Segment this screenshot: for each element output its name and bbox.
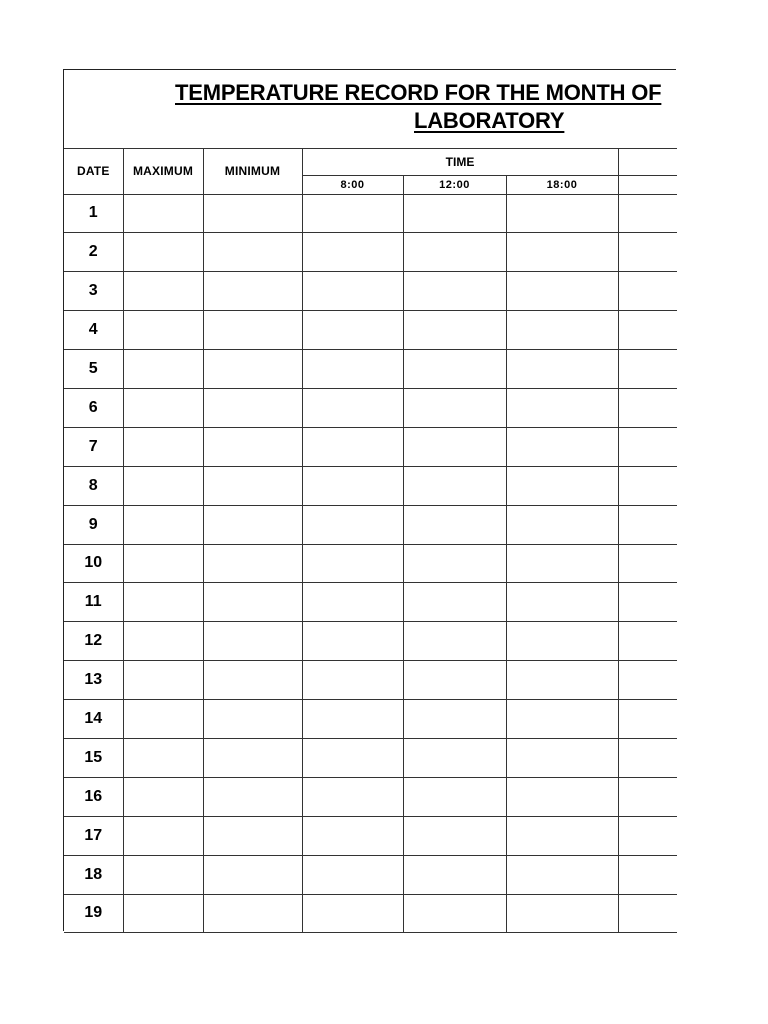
time-8-cell[interactable]	[302, 311, 403, 350]
table-row	[64, 350, 677, 389]
minimum-cell[interactable]	[203, 894, 302, 933]
time-slot-header: 12:00	[403, 175, 506, 194]
maximum-cell[interactable]	[123, 816, 203, 855]
minimum-cell[interactable]	[203, 427, 302, 466]
day-number: 14	[64, 700, 123, 739]
maximum-cell[interactable]	[123, 350, 203, 389]
time-slot-header: 18:00	[506, 175, 618, 194]
time-12-cell[interactable]	[403, 583, 506, 622]
maximum-cell[interactable]	[123, 427, 203, 466]
table-row	[64, 388, 677, 427]
day-number: 11	[64, 583, 123, 622]
time-12-cell[interactable]	[403, 738, 506, 777]
maximum-cell[interactable]	[123, 622, 203, 661]
time-12-cell[interactable]	[403, 894, 506, 933]
time-18-cell[interactable]	[506, 388, 618, 427]
day-number: 7	[64, 427, 123, 466]
minimum-cell[interactable]	[203, 311, 302, 350]
day-number: 17	[64, 816, 123, 855]
minimum-cell[interactable]	[203, 622, 302, 661]
time-18-cell[interactable]	[506, 272, 618, 311]
table-row	[64, 777, 677, 816]
time-8-cell[interactable]	[302, 544, 403, 583]
extra-cell[interactable]	[618, 311, 677, 350]
minimum-cell[interactable]	[203, 544, 302, 583]
time-12-cell[interactable]	[403, 466, 506, 505]
minimum-cell[interactable]	[203, 777, 302, 816]
time-12-cell[interactable]	[403, 661, 506, 700]
table-row	[64, 816, 677, 855]
day-number: 13	[64, 661, 123, 700]
time-18-cell[interactable]	[506, 816, 618, 855]
time-8-cell[interactable]	[302, 272, 403, 311]
maximum-cell[interactable]	[123, 505, 203, 544]
extra-cell[interactable]	[618, 272, 677, 311]
maximum-cell[interactable]	[123, 700, 203, 739]
time-12-cell[interactable]	[403, 816, 506, 855]
time-slot-header: 8:00	[302, 175, 403, 194]
time-8-cell[interactable]	[302, 700, 403, 739]
time-12-cell[interactable]	[403, 855, 506, 894]
time-18-cell[interactable]	[506, 233, 618, 272]
table-row	[64, 661, 677, 700]
table-row	[64, 700, 677, 739]
time-8-cell[interactable]	[302, 622, 403, 661]
minimum-header: MINIMUM	[203, 149, 302, 194]
day-number: 9	[64, 505, 123, 544]
maximum-cell[interactable]	[123, 272, 203, 311]
temperature-record-sheet	[63, 69, 676, 931]
maximum-cell[interactable]	[123, 738, 203, 777]
day-number: 5	[64, 350, 123, 389]
maximum-cell[interactable]	[123, 194, 203, 233]
minimum-cell[interactable]	[203, 388, 302, 427]
time-18-cell[interactable]	[506, 466, 618, 505]
time-18-cell[interactable]	[506, 855, 618, 894]
extra-cell[interactable]	[618, 350, 677, 389]
day-number: 8	[64, 466, 123, 505]
time-18-cell[interactable]	[506, 427, 618, 466]
table-row	[64, 738, 677, 777]
day-number: 18	[64, 855, 123, 894]
extra-cell[interactable]	[618, 505, 677, 544]
maximum-cell[interactable]	[123, 544, 203, 583]
table-row	[64, 272, 677, 311]
time-18-cell[interactable]	[506, 777, 618, 816]
time-8-cell[interactable]	[302, 194, 403, 233]
maximum-cell[interactable]	[123, 661, 203, 700]
time-18-cell[interactable]	[506, 894, 618, 933]
maximum-cell[interactable]	[123, 466, 203, 505]
minimum-cell[interactable]	[203, 661, 302, 700]
day-number: 3	[64, 272, 123, 311]
time-12-cell[interactable]	[403, 505, 506, 544]
minimum-cell[interactable]	[203, 505, 302, 544]
minimum-cell[interactable]	[203, 855, 302, 894]
day-number: 15	[64, 738, 123, 777]
time-12-cell[interactable]	[403, 350, 506, 389]
title-block	[64, 70, 677, 149]
extra-cell[interactable]	[618, 738, 677, 777]
time-18-cell[interactable]	[506, 738, 618, 777]
extra-cell[interactable]	[618, 855, 677, 894]
table-row	[64, 466, 677, 505]
maximum-cell[interactable]	[123, 777, 203, 816]
maximum-cell[interactable]	[123, 311, 203, 350]
time-8-cell[interactable]	[302, 855, 403, 894]
time-12-cell[interactable]	[403, 777, 506, 816]
extra-cell[interactable]	[618, 544, 677, 583]
maximum-cell[interactable]	[123, 233, 203, 272]
maximum-cell[interactable]	[123, 583, 203, 622]
time-18-cell[interactable]	[506, 622, 618, 661]
day-number: 12	[64, 622, 123, 661]
maximum-cell[interactable]	[123, 388, 203, 427]
minimum-cell[interactable]	[203, 738, 302, 777]
minimum-cell[interactable]	[203, 700, 302, 739]
time-8-cell[interactable]	[302, 466, 403, 505]
table-row	[64, 583, 677, 622]
maximum-cell[interactable]	[123, 894, 203, 933]
extra-cell[interactable]	[618, 622, 677, 661]
extra-cell[interactable]	[618, 233, 677, 272]
day-number: 2	[64, 233, 123, 272]
time-header: TIME	[302, 149, 618, 175]
table-row	[64, 311, 677, 350]
time-12-cell[interactable]	[403, 272, 506, 311]
table-row	[64, 622, 677, 661]
extra-header-lower	[618, 175, 677, 194]
minimum-cell[interactable]	[203, 816, 302, 855]
time-12-cell[interactable]	[403, 233, 506, 272]
time-18-cell[interactable]	[506, 661, 618, 700]
table-row	[64, 894, 677, 933]
time-18-cell[interactable]	[506, 583, 618, 622]
day-number: 6	[64, 388, 123, 427]
time-8-cell[interactable]	[302, 661, 403, 700]
minimum-cell[interactable]	[203, 350, 302, 389]
temperature-table	[64, 149, 677, 933]
time-12-cell[interactable]	[403, 544, 506, 583]
extra-cell[interactable]	[618, 427, 677, 466]
minimum-cell[interactable]	[203, 233, 302, 272]
time-8-cell[interactable]	[302, 894, 403, 933]
day-number: 19	[64, 894, 123, 933]
day-number: 16	[64, 777, 123, 816]
extra-cell[interactable]	[618, 583, 677, 622]
time-12-cell[interactable]	[403, 427, 506, 466]
time-18-cell[interactable]	[506, 544, 618, 583]
time-8-cell[interactable]	[302, 427, 403, 466]
table-row	[64, 505, 677, 544]
time-8-cell[interactable]	[302, 505, 403, 544]
time-18-cell[interactable]	[506, 311, 618, 350]
page-title: TEMPERATURE RECORD FOR THE MONTH OF	[175, 80, 662, 105]
extra-cell[interactable]	[618, 777, 677, 816]
maximum-header: MAXIMUM	[123, 149, 203, 194]
minimum-cell[interactable]	[203, 194, 302, 233]
day-number: 4	[64, 311, 123, 350]
time-18-cell[interactable]	[506, 505, 618, 544]
time-12-cell[interactable]	[403, 622, 506, 661]
day-number: 10	[64, 544, 123, 583]
extra-cell[interactable]	[618, 816, 677, 855]
time-8-cell[interactable]	[302, 777, 403, 816]
extra-cell[interactable]	[618, 661, 677, 700]
time-18-cell[interactable]	[506, 350, 618, 389]
table-row	[64, 427, 677, 466]
time-8-cell[interactable]	[302, 816, 403, 855]
minimum-cell[interactable]	[203, 583, 302, 622]
extra-cell[interactable]	[618, 466, 677, 505]
minimum-cell[interactable]	[203, 466, 302, 505]
time-12-cell[interactable]	[403, 388, 506, 427]
extra-cell[interactable]	[618, 388, 677, 427]
extra-cell[interactable]	[618, 700, 677, 739]
time-8-cell[interactable]	[302, 583, 403, 622]
maximum-cell[interactable]	[123, 855, 203, 894]
extra-cell[interactable]	[618, 194, 677, 233]
day-number: 1	[64, 194, 123, 233]
page-subtitle: LABORATORY	[414, 108, 565, 133]
time-8-cell[interactable]	[302, 233, 403, 272]
time-8-cell[interactable]	[302, 388, 403, 427]
time-8-cell[interactable]	[302, 738, 403, 777]
minimum-cell[interactable]	[203, 272, 302, 311]
extra-cell[interactable]	[618, 894, 677, 933]
time-8-cell[interactable]	[302, 350, 403, 389]
table-row	[64, 233, 677, 272]
table-row	[64, 855, 677, 894]
time-12-cell[interactable]	[403, 194, 506, 233]
extra-header	[618, 149, 677, 175]
time-18-cell[interactable]	[506, 700, 618, 739]
time-12-cell[interactable]	[403, 700, 506, 739]
table-row	[64, 194, 677, 233]
time-12-cell[interactable]	[403, 311, 506, 350]
date-header: DATE	[64, 149, 123, 194]
table-row	[64, 544, 677, 583]
time-18-cell[interactable]	[506, 194, 618, 233]
